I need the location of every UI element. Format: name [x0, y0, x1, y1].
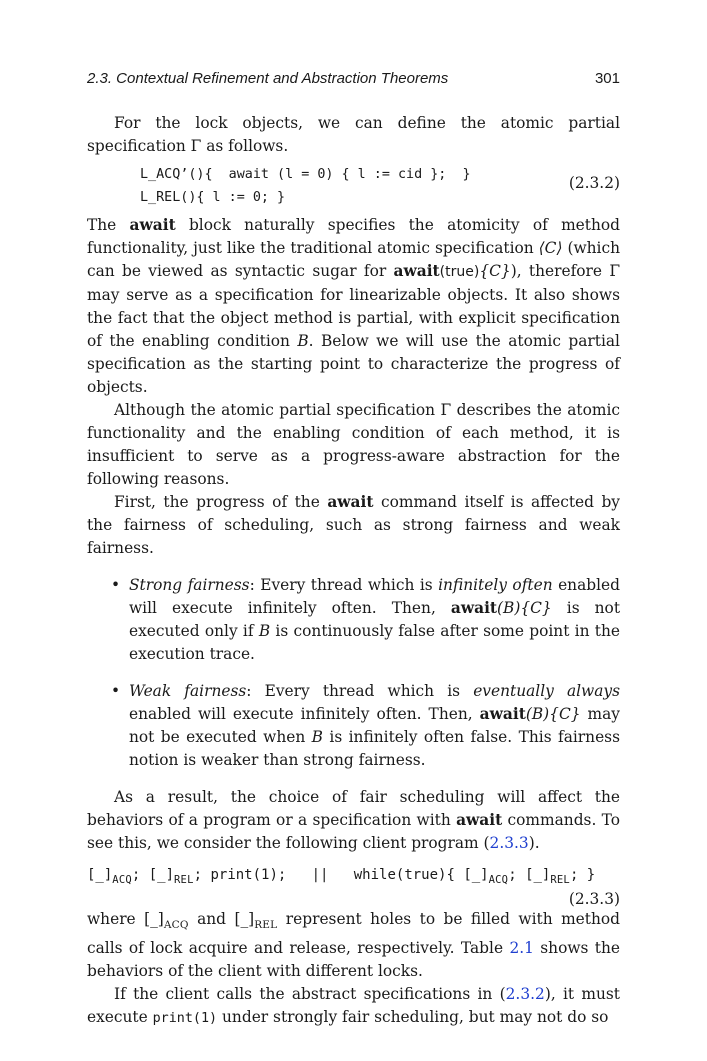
math-b: B	[258, 622, 271, 640]
bullet-icon: •	[111, 682, 121, 700]
text-run: block naturally specifies the atomicity of method functionality, just like the traditional atomic specification	[87, 216, 621, 257]
bullet-icon: •	[111, 576, 121, 594]
text-run: If the client calls the abstract specifications in (	[114, 984, 506, 1003]
abstract-spec-paragraph	[87, 983, 620, 1030]
text-run: is not executed only if	[129, 599, 621, 640]
equation-code	[87, 163, 620, 209]
insufficient-paragraph	[87, 399, 620, 491]
text-run: command itself is affected by the fairness of scheduling, such as strong fairness and weak fairness.	[87, 493, 621, 557]
equation-number: (2.3.3)	[568, 889, 620, 908]
text-run: shows the behaviors of the client with different locks.	[87, 938, 620, 980]
emphasis: infinitely often	[438, 576, 553, 594]
text-run: commands. To see this, we consider the following client program (	[87, 811, 620, 852]
hole: [_]	[234, 909, 255, 928]
text-run: : Every thread which is	[246, 682, 474, 700]
holes-paragraph	[87, 908, 620, 983]
keyword-await: await	[456, 811, 503, 829]
subscript-acq: ACQ	[163, 918, 189, 931]
hole: [_]	[144, 909, 164, 928]
text-run: enabled will execute infinitely often. Then,	[129, 576, 621, 617]
keyword-await: await	[479, 705, 526, 723]
client-program-code	[87, 865, 620, 890]
equation-2-3-2	[87, 163, 620, 209]
term-strong-fairness: Strong fairness	[129, 576, 250, 594]
equation-number: (2.3.2)	[568, 174, 620, 192]
hole: [_]	[87, 867, 113, 883]
subscript-acq: ACQ	[112, 873, 132, 886]
math-block-c: {C}	[479, 262, 511, 280]
text-run: describes the atomic functionality and the enabling condition of each method, it is insufficient to serve as a progress-aware abstraction for the following reasons.	[87, 401, 621, 488]
math-atomic-c: ⟨C⟩	[538, 239, 563, 257]
text-run: may not be executed when	[129, 705, 620, 746]
text-run: As a result, the choice of fair scheduling will affect the behaviors of a program or a specification with	[87, 788, 620, 829]
fairness-paragraph	[87, 491, 620, 560]
equation-ref-link[interactable]: 2.3.3	[489, 834, 529, 852]
hole: [_]	[148, 867, 175, 883]
keyword-await: await	[129, 216, 176, 234]
text-run: (which can be viewed as syntactic sugar for	[87, 239, 620, 280]
code-line-rel: L_REL(){ l := 0; }	[140, 190, 286, 205]
inline-code-print: print(1)	[152, 1010, 218, 1026]
keyword-await: await	[327, 493, 374, 511]
subscript-acq: ACQ	[488, 873, 509, 886]
text-run: First, the progress of the	[114, 493, 328, 511]
intro-text: For the lock objects, we can define the atomic partial specification	[87, 114, 620, 155]
text-run: may serve as a specification for linearizable objects. It also shows the fact that the object method is partial, with explicit specification of the enabling condition	[87, 286, 620, 350]
text-run: and	[188, 909, 235, 928]
math-b: B	[311, 728, 323, 746]
text-run: enabled will execute infinitely often. Then,	[129, 705, 480, 723]
text-run: ).	[528, 834, 540, 852]
text-run: ), it must execute	[87, 984, 620, 1026]
text-run: where	[87, 909, 145, 928]
emphasis: eventually always	[473, 682, 620, 700]
keyword-await: await	[450, 599, 498, 617]
text-run: is infinitely often false. This fairness notion is weaker than strong fairness.	[129, 728, 620, 769]
text-run: . Below we will use the atomic partial specification as the starting point to characterize the progress of objects.	[87, 332, 620, 396]
equation-ref-link[interactable]: 2.3.2	[505, 984, 545, 1003]
code-run: ; print(1); || while(true){	[193, 867, 464, 883]
term-weak-fairness: Weak fairness	[129, 682, 247, 700]
equation-2-3-3	[87, 865, 620, 908]
code-run: ;	[131, 867, 149, 883]
hole: [_]	[525, 867, 551, 883]
list-item-strong-fairness	[87, 574, 620, 666]
hole: [_]	[463, 867, 489, 883]
text-run: Although the atomic partial specification	[114, 401, 441, 419]
intro-text-end: as follows.	[201, 137, 289, 155]
true-argument: (true)	[439, 264, 480, 280]
gamma-symbol: Γ	[609, 262, 621, 280]
text-run: The	[87, 216, 130, 234]
math-await-args: (B){C}	[497, 599, 552, 617]
result-paragraph	[87, 786, 620, 855]
text-run: is continuously false after some point in the execution trace.	[129, 622, 620, 663]
gamma-symbol: Γ	[440, 401, 452, 419]
text-run: under strongly fair scheduling, but may not do so	[217, 1007, 609, 1026]
code-run: ;	[508, 867, 526, 883]
text-run: : Every thread which is	[249, 576, 439, 594]
await-paragraph	[87, 214, 620, 399]
page-number: 301	[594, 70, 620, 87]
code-line-acq: L_ACQ’(){ await (l = 0) { l := cid }; }	[140, 167, 471, 182]
gamma-symbol: Γ	[190, 137, 202, 155]
keyword-await: await	[393, 262, 440, 280]
subscript-rel: REL	[550, 873, 570, 886]
text-run: represent holes to be filled with method calls of lock acquire and release, respectively. Table	[87, 909, 620, 957]
list-item-weak-fairness	[87, 680, 620, 772]
subscript-rel: REL	[254, 918, 278, 931]
math-await-args: (B){C}	[525, 705, 581, 723]
section-title: 2.3. Contextual Refinement and Abstraction Theorems	[87, 70, 449, 87]
subscript-rel: REL	[174, 873, 194, 886]
text-run: ), therefore	[510, 262, 610, 280]
table-ref-link[interactable]: 2.1	[509, 938, 534, 957]
math-b: B	[297, 332, 309, 350]
code-run: ; }	[569, 867, 596, 883]
running-head	[87, 66, 620, 92]
fairness-list	[87, 574, 620, 772]
intro-paragraph	[87, 112, 620, 158]
page-content	[87, 66, 620, 1030]
